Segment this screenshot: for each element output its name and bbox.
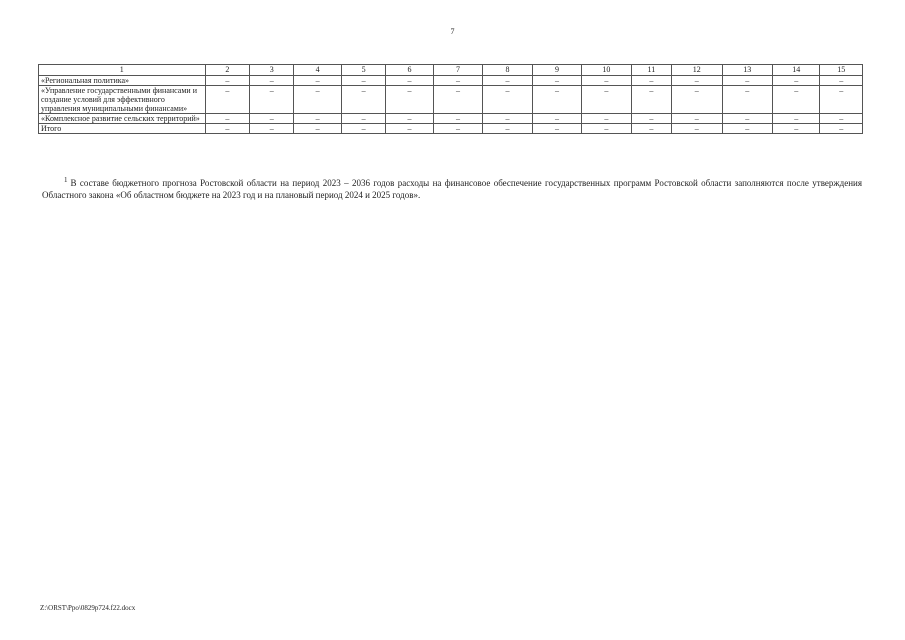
value-cell: –	[341, 86, 385, 114]
value-cell: –	[820, 114, 863, 124]
value-cell: –	[483, 114, 532, 124]
value-cell: –	[341, 124, 385, 134]
table-row	[39, 86, 863, 114]
column-header: 11	[631, 65, 671, 76]
value-cell: –	[386, 76, 433, 86]
value-cell: –	[294, 86, 341, 114]
value-cell: –	[773, 76, 820, 86]
value-cell: –	[820, 124, 863, 134]
value-cell: –	[773, 124, 820, 134]
column-header: 2	[205, 65, 249, 76]
value-cell: –	[672, 124, 722, 134]
value-cell: –	[205, 76, 249, 86]
row-name-cell: «Региональная политика»	[39, 76, 206, 86]
value-cell: –	[386, 114, 433, 124]
footnote-text: В составе бюджетного прогноза Ростовской области на период 2023 – 2036 годов расходы на финансовое обеспечение государственных программ Ростовской области заполняются после утверждения Областного закона «Об областном бюджете на 2023 год и на плановый период 2024 и 2025 годов».	[42, 178, 862, 200]
row-name-cell: Итого	[39, 124, 206, 134]
value-cell: –	[582, 124, 631, 134]
column-header: 14	[773, 65, 820, 76]
value-cell: –	[722, 114, 772, 124]
table-row	[39, 114, 863, 124]
value-cell: –	[582, 76, 631, 86]
column-header: 9	[532, 65, 581, 76]
value-cell: –	[672, 114, 722, 124]
value-cell: –	[582, 114, 631, 124]
column-header: 8	[483, 65, 532, 76]
value-cell: –	[386, 124, 433, 134]
value-cell: –	[722, 76, 772, 86]
column-header: 15	[820, 65, 863, 76]
budget-forecast-table	[38, 64, 863, 134]
value-cell: –	[205, 86, 249, 114]
value-cell: –	[433, 86, 482, 114]
column-header: 10	[582, 65, 631, 76]
value-cell: –	[532, 114, 581, 124]
value-cell: –	[631, 114, 671, 124]
value-cell: –	[532, 76, 581, 86]
value-cell: –	[433, 76, 482, 86]
value-cell: –	[631, 76, 671, 86]
table-row	[39, 76, 863, 86]
column-header: 12	[672, 65, 722, 76]
value-cell: –	[341, 76, 385, 86]
column-header: 4	[294, 65, 341, 76]
value-cell: –	[205, 114, 249, 124]
footnote	[42, 174, 862, 201]
value-cell: –	[722, 124, 772, 134]
value-cell: –	[631, 124, 671, 134]
value-cell: –	[532, 124, 581, 134]
column-header: 5	[341, 65, 385, 76]
value-cell: –	[820, 76, 863, 86]
value-cell: –	[294, 114, 341, 124]
value-cell: –	[250, 114, 294, 124]
column-header: 13	[722, 65, 772, 76]
column-header: 7	[433, 65, 482, 76]
value-cell: –	[294, 124, 341, 134]
value-cell: –	[672, 76, 722, 86]
value-cell: –	[483, 76, 532, 86]
value-cell: –	[532, 86, 581, 114]
column-header: 6	[386, 65, 433, 76]
page-number: 7	[450, 27, 455, 36]
value-cell: –	[386, 86, 433, 114]
value-cell: –	[672, 86, 722, 114]
value-cell: –	[250, 76, 294, 86]
value-cell: –	[294, 76, 341, 86]
value-cell: –	[773, 114, 820, 124]
value-cell: –	[250, 124, 294, 134]
value-cell: –	[582, 86, 631, 114]
value-cell: –	[433, 114, 482, 124]
column-header: 3	[250, 65, 294, 76]
column-header: 1	[39, 65, 206, 76]
value-cell: –	[722, 86, 772, 114]
value-cell: –	[250, 86, 294, 114]
value-cell: –	[483, 124, 532, 134]
value-cell: –	[773, 86, 820, 114]
footnote-marker: 1	[64, 176, 68, 184]
value-cell: –	[433, 124, 482, 134]
row-name-cell: «Управление государственными финансами и создание условий для эффективного управления муниципальными финансами»	[39, 86, 206, 114]
table-header-row	[39, 65, 863, 76]
value-cell: –	[341, 114, 385, 124]
row-name-cell: «Комплексное развитие сельских территорий»	[39, 114, 206, 124]
value-cell: –	[205, 124, 249, 134]
value-cell: –	[820, 86, 863, 114]
file-path: Z:\ORST\Ppo\0829p724.f22.docx	[40, 604, 136, 612]
value-cell: –	[483, 86, 532, 114]
value-cell: –	[631, 86, 671, 114]
table-row	[39, 124, 863, 134]
